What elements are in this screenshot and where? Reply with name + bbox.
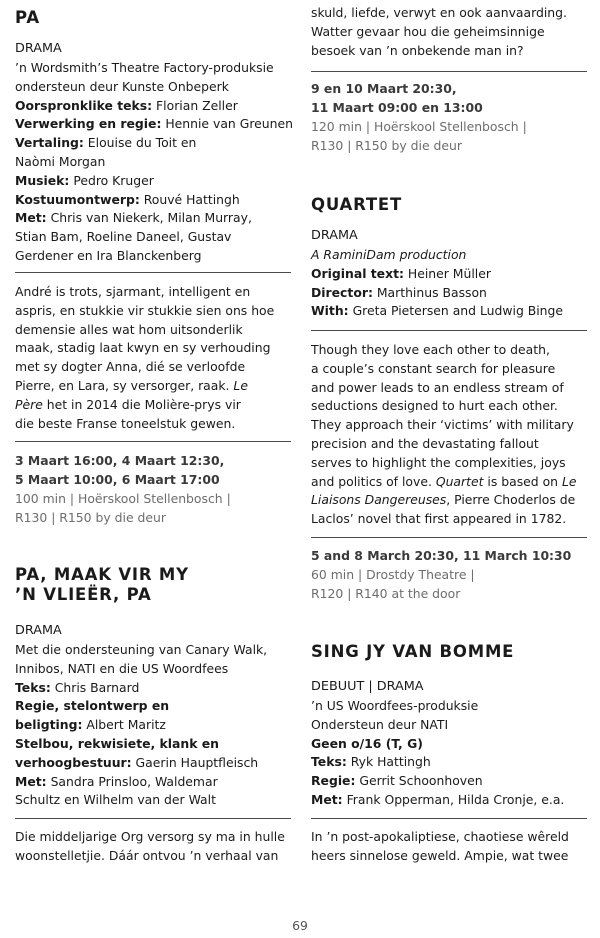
info-line: 120 min | Hoërskool Stellenbosch | <box>311 119 527 134</box>
event-dates <box>311 80 483 118</box>
description-italic: Liaisons Dangereuses <box>311 492 447 508</box>
description-line: Laclos’ novel that first appeared in 1782. <box>311 511 567 527</box>
credit-value: Sandra Prinsloo, Waldemar <box>46 773 218 789</box>
credit-label: Geen o/16 (T, G) <box>311 735 423 751</box>
credit-label: Regie, stelontwerp en <box>15 698 170 714</box>
page-number: 69 <box>292 918 308 933</box>
description-line: seductions designed to hurt each other. <box>311 398 558 414</box>
event-category: DRAMA <box>15 623 62 638</box>
description-line: demensie alles wat hom uitsonderlik <box>15 321 243 337</box>
event-credits <box>15 641 267 810</box>
event-category: DRAMA <box>311 228 358 243</box>
credit-label: Met: <box>15 773 47 789</box>
description-text: , Pierre Choderlos de <box>446 492 576 508</box>
credit-line: Naòmi Morgan <box>15 153 106 169</box>
date-line: 11 Maart 09:00 en 13:00 <box>311 99 483 115</box>
credit-value: Heiner Müller <box>403 265 491 281</box>
credit-value: Marthinus Basson <box>372 284 487 300</box>
description-text: and politics of love. <box>311 473 436 489</box>
credit-value: Frank Opperman, Hilda Cronje, e.a. <box>342 791 565 807</box>
description-italic: Le <box>561 473 577 489</box>
description-line: met sy dogter Anna, dié se verloofde <box>15 359 246 375</box>
event-info <box>311 118 527 156</box>
event-description <box>311 341 577 529</box>
credit-line: ’n Wordsmith’s Theatre Factory-produksie <box>15 60 274 75</box>
credit-label: Director: <box>311 284 373 300</box>
credit-line <box>15 172 293 191</box>
event-title: QUARTET <box>311 195 403 214</box>
vlieer-section <box>15 565 189 605</box>
credit-value: Albert Maritz <box>82 717 166 733</box>
divider <box>15 818 291 819</box>
credit-label: Musiek: <box>15 172 70 188</box>
credit-line: Gerdener en Ira Blanckenberg <box>15 247 202 263</box>
description-line: heers sinnelose geweld. Ampie, wat twee <box>311 847 569 863</box>
date-line: 5 Maart 10:00, 6 Maart 17:00 <box>15 471 220 487</box>
credit-value: Rouvé Hattingh <box>139 191 240 207</box>
description-italic: Quartet <box>435 473 484 489</box>
credit-line <box>15 735 267 754</box>
event-category: DEBUUT | DRAMA <box>311 679 424 694</box>
event-title: ’N VLIEËR, PA <box>15 585 152 604</box>
description-text: Pierre, en Lara, sy versorger, raak. <box>15 377 230 393</box>
divider <box>15 272 291 273</box>
description-line <box>311 491 577 510</box>
credit-label: verhoogbestuur: <box>15 754 132 770</box>
credit-line <box>311 302 563 321</box>
credit-line: Innibos, NATI en die US Woordfees <box>15 660 229 676</box>
event-description <box>311 4 567 60</box>
description-italic: Père <box>15 396 43 412</box>
credit-value: Florian Zeller <box>152 97 238 113</box>
credit-label: Stelbou, rekwisiete, klank en <box>15 735 219 751</box>
info-line: R130 | R150 by die deur <box>311 137 462 153</box>
credit-value: Ryk Hattingh <box>346 754 431 770</box>
credit-value: Gaerin Hauptfleisch <box>131 754 259 770</box>
description-line: In ’n post-apokaliptiese, chaotiese wêreld <box>311 829 569 844</box>
info-line: 60 min | Drostdy Theatre | <box>311 567 475 582</box>
credit-label: With: <box>311 303 349 319</box>
event-description <box>15 828 285 866</box>
divider <box>311 818 587 819</box>
description-line: serves to highlight the complexities, joys <box>311 454 566 470</box>
event-title: PA <box>15 8 40 27</box>
description-line: die beste Franse toneelstuk gewen. <box>15 415 236 431</box>
credit-line <box>311 791 564 810</box>
divider <box>311 71 587 72</box>
divider <box>311 330 587 331</box>
event-category: DRAMA <box>15 41 62 56</box>
credit-line <box>311 284 563 303</box>
event-description <box>311 828 569 866</box>
credit-label: beligting: <box>15 717 83 733</box>
description-line: André is trots, sjarmant, intelligent en <box>15 284 251 299</box>
credit-label: Verwerking en regie: <box>15 116 162 132</box>
credit-line <box>15 134 293 153</box>
credit-line <box>15 716 267 735</box>
pa-section <box>15 8 291 28</box>
description-text: het in 2014 die Molière-prys vir <box>42 396 241 412</box>
credit-label: Met: <box>15 210 47 226</box>
credit-label: Teks: <box>15 679 51 695</box>
description-line: skuld, liefde, verwyt en ook aanvaarding. <box>311 5 567 20</box>
credit-line <box>15 754 267 773</box>
credit-line: Ondersteun deur NATI <box>311 716 449 732</box>
info-line: 100 min | Hoërskool Stellenbosch | <box>15 491 231 506</box>
credit-line <box>311 265 563 284</box>
credit-line <box>15 679 267 698</box>
credit-line <box>311 735 564 754</box>
description-line: a couple’s constant search for pleasure <box>311 360 556 376</box>
event-credits <box>311 246 563 321</box>
event-title: PA, MAAK VIR MY <box>15 565 189 584</box>
credit-line: ondersteun deur Kunste Onbeperk <box>15 78 229 94</box>
credit-line <box>15 697 267 716</box>
event-credits <box>15 59 293 266</box>
credit-label: Regie: <box>311 773 356 789</box>
credit-value: Pedro Kruger <box>69 172 154 188</box>
info-line: R130 | R150 by die deur <box>15 509 166 525</box>
description-line: maak, stadig laat kwyn en sy verhouding <box>15 340 271 356</box>
credit-label: Original text: <box>311 265 404 281</box>
event-description <box>15 283 274 433</box>
credit-label: Met: <box>311 791 343 807</box>
credit-value: Gerrit Schoonhoven <box>355 773 483 789</box>
description-line <box>15 377 274 396</box>
description-line: Watter gevaar hou die geheimsinnige <box>311 23 545 39</box>
credit-line <box>15 115 293 134</box>
date-line: 3 Maart 16:00, 4 Maart 12:30, <box>15 453 225 468</box>
credit-line: Stian Bam, Roeline Daneel, Gustav <box>15 229 232 245</box>
credit-line <box>311 753 564 772</box>
credit-value: Hennie van Greunen <box>161 116 293 132</box>
credit-line <box>15 191 293 210</box>
info-line: R120 | R140 at the door <box>311 585 461 601</box>
credit-line: Met die ondersteuning van Canary Walk, <box>15 642 268 657</box>
description-line: They approach their ‘victims’ with military <box>311 417 574 433</box>
description-line: besoek van ’n onbekende man in? <box>311 42 524 58</box>
credit-value: Chris Barnard <box>50 679 140 695</box>
credit-line <box>15 773 267 792</box>
credit-line: Schultz en Wilhelm van der Walt <box>15 792 216 808</box>
credit-line <box>15 97 293 116</box>
credit-label: Oorspronklike teks: <box>15 97 153 113</box>
credit-line <box>311 772 564 791</box>
description-italic: Le <box>229 377 248 393</box>
credit-label: Kostuumontwerp: <box>15 191 140 207</box>
description-line: precision and the devastating fallout <box>311 435 539 451</box>
credit-label: Teks: <box>311 754 347 770</box>
description-line: aspris, en stukkie vir stukkie sien ons hoe <box>15 302 275 318</box>
description-line <box>15 396 274 415</box>
credit-value: Chris van Niekerk, Milan Murray, <box>46 210 252 226</box>
credit-line <box>15 209 293 228</box>
production-line: A RaminiDam production <box>311 247 467 262</box>
description-line: woonstelletjie. Dáár ontvou ’n verhaal van <box>15 847 279 863</box>
description-text: is based on <box>483 473 562 489</box>
description-line: Though they love each other to death, <box>311 342 550 357</box>
credit-label: Vertaling: <box>15 135 84 151</box>
description-line: and power leads to an endless stream of <box>311 379 564 395</box>
credit-value: Greta Pietersen and Ludwig Binge <box>348 303 564 319</box>
event-dates <box>311 547 571 566</box>
credit-line: ’n US Woordfees-produksie <box>311 698 479 713</box>
date-line: 9 en 10 Maart 20:30, <box>311 81 457 96</box>
event-info <box>15 490 231 528</box>
event-info <box>311 566 475 604</box>
event-credits <box>311 697 564 810</box>
divider <box>15 441 291 442</box>
event-dates <box>15 452 224 490</box>
description-line: Die middeljarige Org versorg sy ma in hulle <box>15 829 285 844</box>
description-line <box>311 473 577 492</box>
divider <box>311 537 587 538</box>
date-line: 5 and 8 March 20:30, 11 March 10:30 <box>311 548 572 563</box>
credit-value: Elouise du Toit en <box>83 135 197 151</box>
event-title: SING JY VAN BOMME <box>311 642 515 661</box>
